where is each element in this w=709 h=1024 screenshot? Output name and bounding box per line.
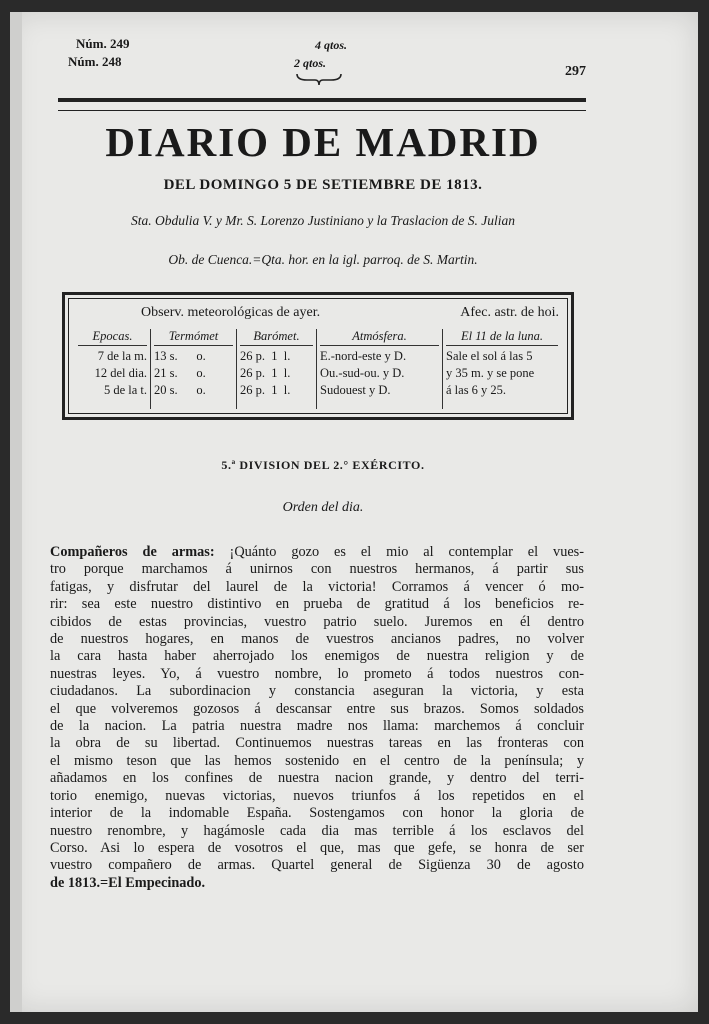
body-line: añadamos en los confines de nuestra nacion grande, y dentro del terri- xyxy=(50,770,584,787)
table-cell: 20 s. o. xyxy=(154,383,206,397)
column-barometro xyxy=(237,329,317,409)
body-line: ciudadanos. La subordinacion y constancia aseguran la victoria, y esta xyxy=(50,683,584,700)
table-cell: 7 de la m. xyxy=(97,349,147,363)
body-line: interior de la indomable España. Sostengamos con honor la gloria de xyxy=(50,805,584,822)
column-luna xyxy=(443,329,561,409)
column-header: El 11 de la luna. xyxy=(446,329,558,346)
table-cell: 26 p. 1 l. xyxy=(240,383,291,397)
body-line: Corso. Asi lo espera de vosotros el que, mas que gefe, se honra de ser xyxy=(50,839,584,856)
table-cell: 21 s. o. xyxy=(154,366,206,380)
body-line: tro porque marchamos á unirnos con nuestros hermanos, á partir sus xyxy=(50,561,584,578)
body-line: Compañeros de armas: ¡Quánto gozo es el mio al contemplar el vues- xyxy=(50,544,585,560)
article-body xyxy=(50,544,584,892)
column-header: Barómet. xyxy=(240,329,313,346)
body-line: la obra de su libertad. Continuemos nuestras tareas en las fronteras con xyxy=(50,735,584,752)
table-cell: E.-nord-este y D. xyxy=(320,349,407,363)
body-line: cibidos de estas provincias, vuestro patrio suelo. Juremos en él dentro xyxy=(50,613,584,630)
table-cell: á las 6 y 25. xyxy=(446,383,507,397)
lead-phrase: Compañeros de armas: xyxy=(50,544,215,560)
issue-number-a: Núm. 249 xyxy=(76,36,130,51)
body-line: el que volveremos gozosos á descansar entre sus brazos. Somos soldados xyxy=(50,700,584,717)
section-heading: 5.ª DIVISION DEL 2.° EXÉRCITO. xyxy=(221,458,425,472)
body-line: de 1813.=El Empecinado. xyxy=(50,874,206,891)
quartos-b: 2 qtos. xyxy=(294,56,327,70)
body-line: rir: sea este nuestro distintivo en prueba de gratitud á los beneficios re- xyxy=(50,596,584,613)
table-cell: 26 p. 1 l. xyxy=(240,349,291,363)
column-epocas xyxy=(75,329,151,409)
body-line: torio enemigo, nuevas victorias, nuevos triunfos á los repetidos en el xyxy=(50,787,584,804)
body-line: el mismo teson que las hemos sostenido en el centro de la península; y xyxy=(50,752,584,769)
weather-table xyxy=(62,292,574,420)
body-line: fatigas, y disfrutar del laurel de la victoria! Corramos á vencer ó mo- xyxy=(50,578,584,595)
issue-number-b: Núm. 248 xyxy=(68,54,122,69)
table-cell: Sudouest y D. xyxy=(320,383,391,397)
body-line: vuestro compañero de armas. Quartel general de Sigüenza 30 de agosto xyxy=(50,857,584,874)
saints-line: Sta. Obdulia V. y Mr. S. Lorenzo Justiniano y la Traslacion de S. Julian xyxy=(131,213,515,228)
table-cell: y 35 m. y se pone xyxy=(446,366,535,380)
newspaper-page xyxy=(10,12,698,1012)
orden-title: Orden del dia. xyxy=(282,500,364,515)
table-cell: 12 del dia. xyxy=(94,366,147,380)
masthead-rule xyxy=(58,98,586,111)
page-number: 297 xyxy=(565,64,586,79)
column-termometro xyxy=(151,329,237,409)
table-cell: 26 p. 1 l. xyxy=(240,366,291,380)
body-line: nuestro renombre, y hagámosle cada dia mas terrible á los esclavos del xyxy=(50,822,584,839)
column-atmosfera xyxy=(317,329,443,409)
column-header: Atmósfera. xyxy=(320,329,439,346)
table-cell: 13 s. o. xyxy=(154,349,206,363)
quartos-a: 4 qtos. xyxy=(315,38,348,52)
column-header: Epocas. xyxy=(78,329,147,346)
column-header: Termómet xyxy=(154,329,233,346)
body-line: la cara hasta haber aherrojado los enemigos de nuestra religion y de xyxy=(50,648,584,665)
body-line: de la nacion. La patria nuestra madre nos llama: marchemos á concluir xyxy=(50,718,584,735)
table-cell: 5 de la t. xyxy=(103,383,147,397)
brace-ornament xyxy=(295,72,343,86)
novena-line: Ob. de Cuenca.=Qta. hor. en la igl. parroq. de S. Martin. xyxy=(168,252,478,267)
binding-edge xyxy=(10,12,22,1012)
body-line: de nuestros hogares, en manos de vuestros ancianos padres, no volver xyxy=(50,631,584,648)
dateline: DEL DOMINGO 5 DE SETIEMBRE DE 1813. xyxy=(163,177,483,193)
table-cell: Sale el sol á las 5 xyxy=(446,349,533,363)
weather-title: Observ. meteorológicas de ayer. xyxy=(141,305,321,320)
astro-title: Afec. astr. de hoi. xyxy=(460,305,559,320)
masthead-title: DIARIO DE MADRID xyxy=(105,119,541,165)
table-cell: Ou.-sud-ou. y D. xyxy=(320,366,405,380)
body-line: nuestras leyes. Yo, á vuestro nombre, lo prometo á todos nuestros con- xyxy=(50,665,584,682)
